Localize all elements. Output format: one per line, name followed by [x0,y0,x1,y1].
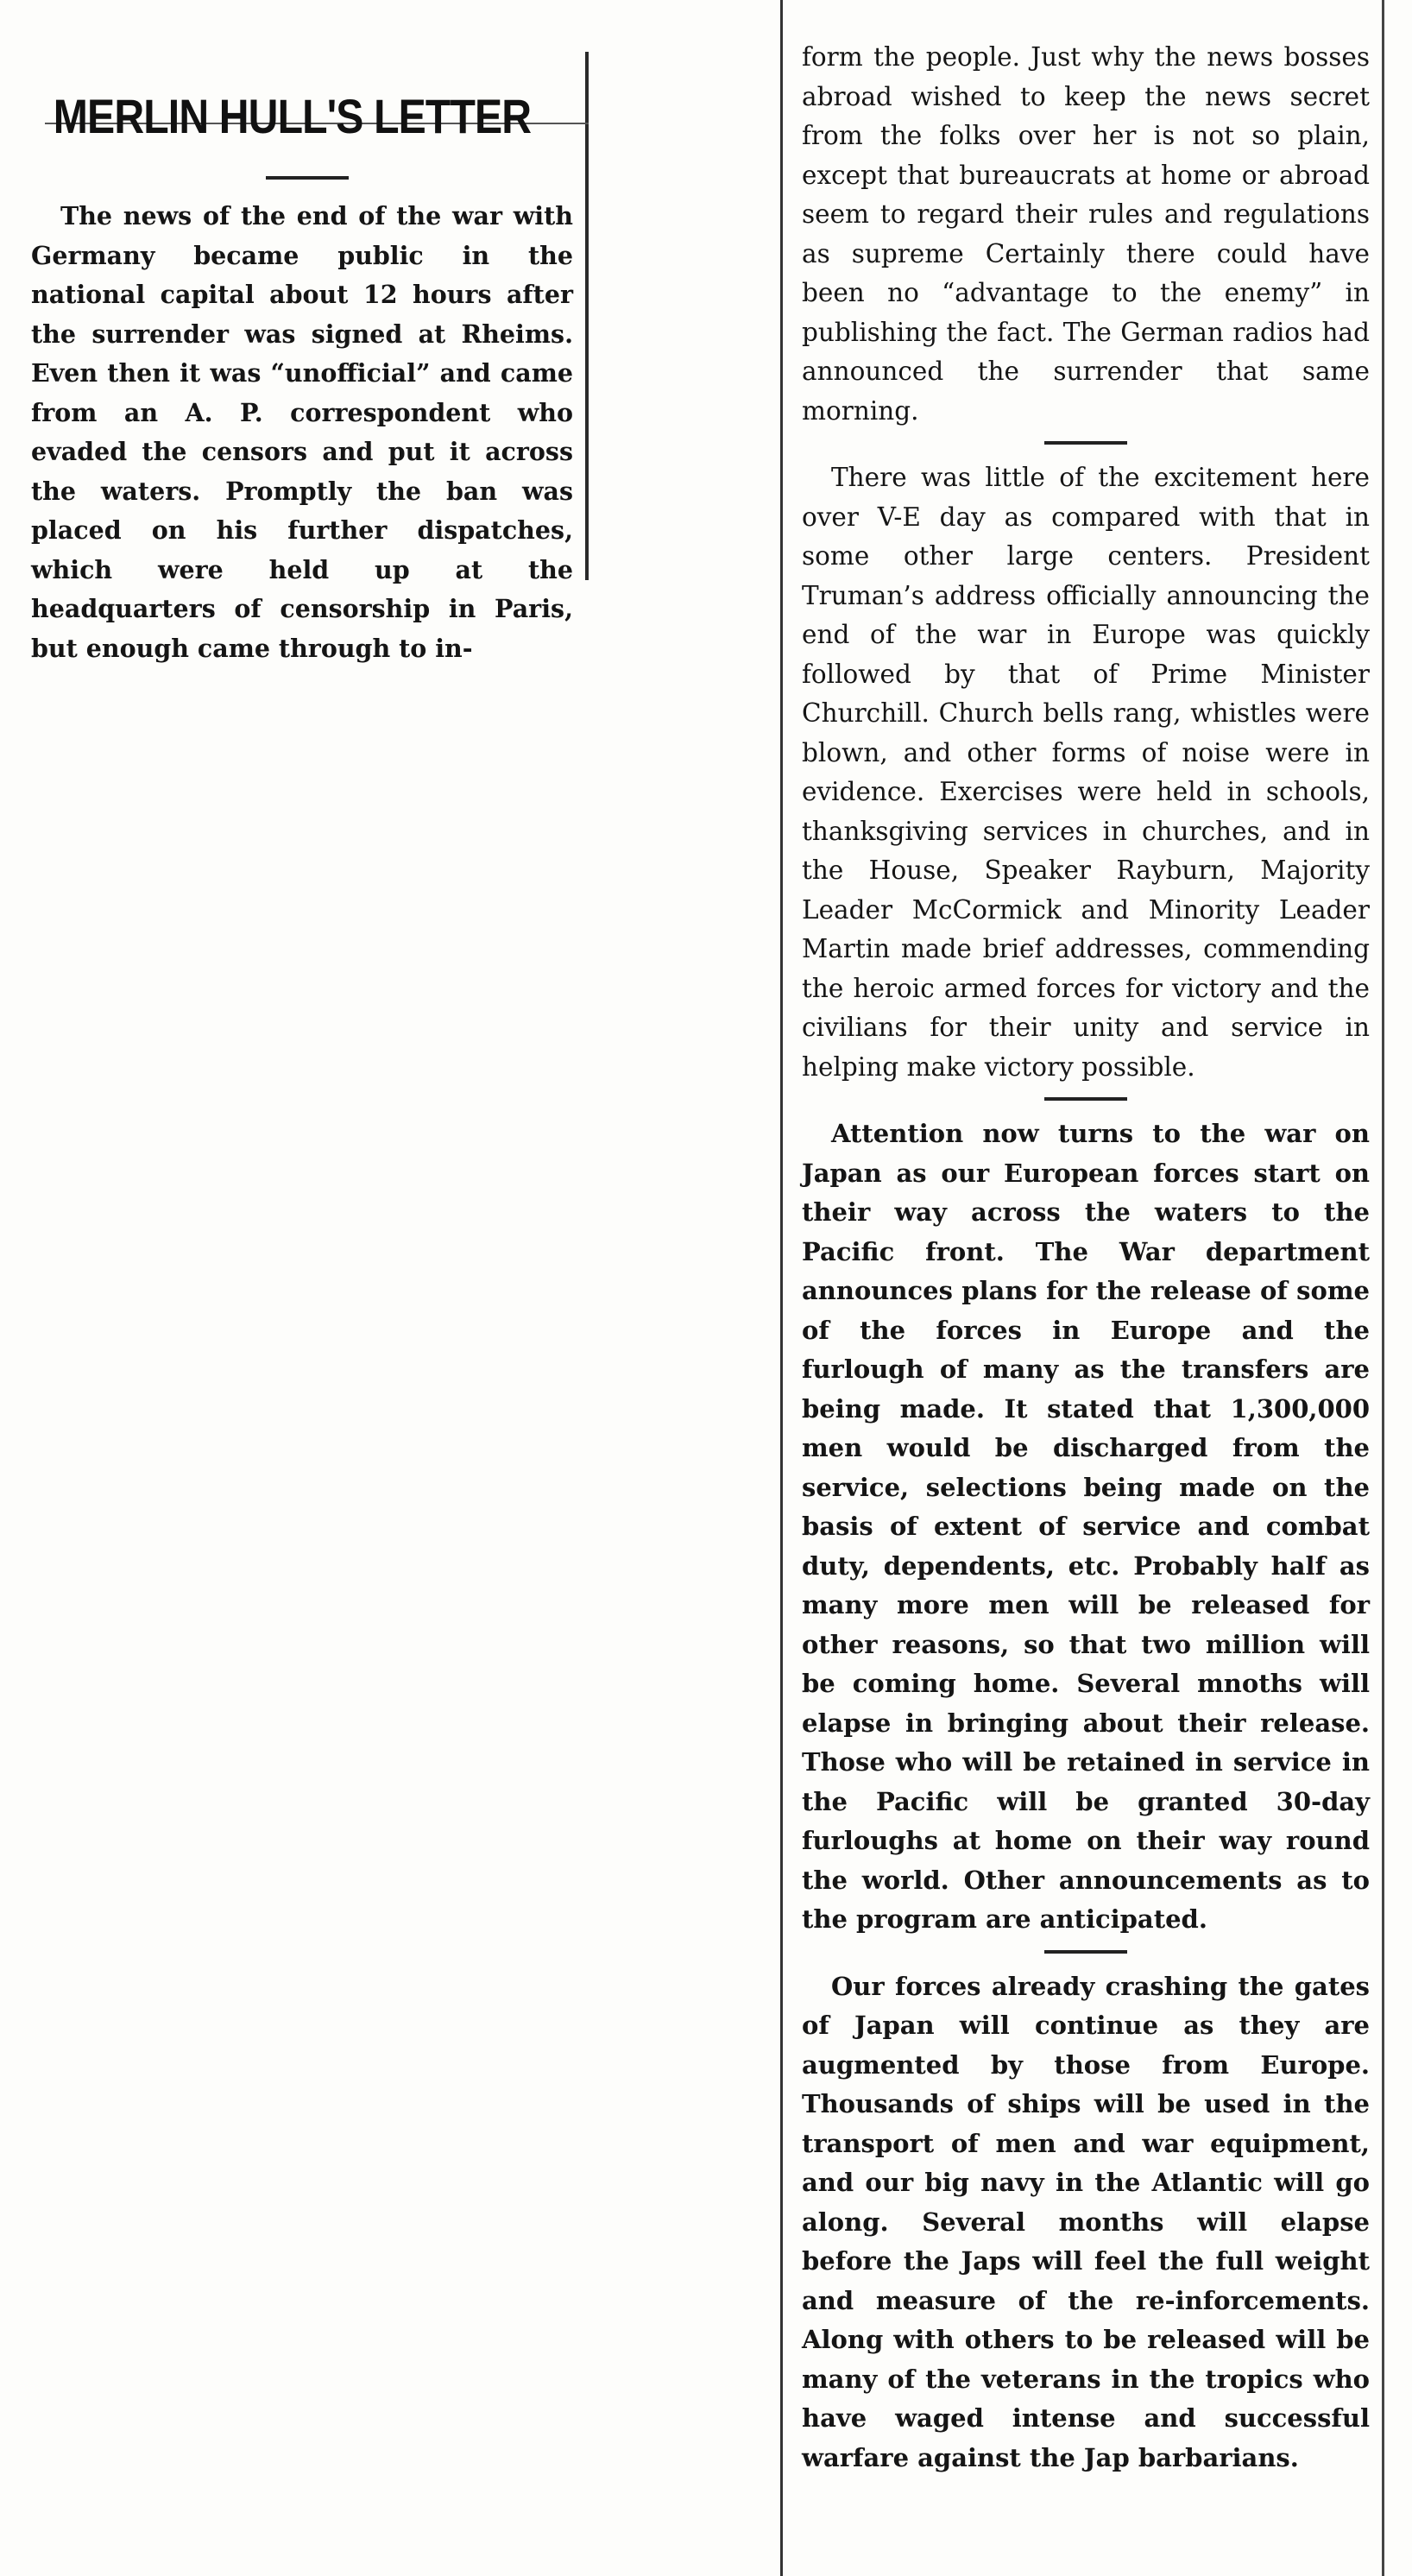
separator-rule-1 [1044,441,1127,445]
paragraph-4: Our forces already crashing the gates of Japan will continue as they are augmented by those from Europe. Thousands of ships will be used in the transport of men and war equipment, and our big navy in the Atlantic will go along. Several months will elapse before the Japs will feel the full weight and measure of the re-inforcements. Along with others to be released will be many of the veterans in the tropics who have waged intense and successful warfare against the Jap barbarians. [802,1971,1370,2472]
paragraph-2: There was little of the excitement here over V-E day as compared with that in some other large centers. President Truman’s address officially announcing the end of the war in Europe was quickly followed by that of Prime Minister Churchill. Church bells rang, whistles were blown, and other forms of noise were in evidence. Exercises were held in schools, thanksgiving services in churches, and in the House, Speaker Rayburn, Majority Leader McCormick and Minority Leader Martin made brief addresses, commending the heroic armed forces for victory and the civilians for their unity and service in helping make victory possible. [802,463,1370,1082]
paragraph-3: Attention now turns to the war on Japan as our European forces start on their way across the waters to the Pacific front. The War department announces plans for the release of some of the forces in Europe and the furlough of many as the transfers are being made. It stated that 1,300,000 men would be discharged from the service, selections being made on the basis of extent of service and combat duty, dependents, etc. Probably half as many more men will be released for other reasons, so that two million will be coming home. Several mnoths will elapse in bringing about their release. Those who will be retained in service in the Pacific will be granted 30-day furloughs at home on their way round the world. Other announcements as to the program are anticipated. [802,1119,1370,1934]
separator-rule-3 [1044,1950,1127,1954]
headline: MERLIN HULL'S LETTER [53,89,532,143]
headline-separator-rule [266,176,349,180]
left-column [31,52,589,663]
paragraph-1-continued: form the people. Just why the news bosses abroad wished to keep the news secret from the folks over her is not so plain, except that bureaucrats at home or abroad seem to regard their rules and regulations as supreme Certainly there could have been no “advantage to the enemy” in publishing the fact. The German radios had announced the surrender that same morning. [802,42,1370,426]
right-column [780,0,1384,2576]
paragraph-1: The news of the end of the war with Germany became public in the national capital about 12 hours after the surrender was signed at Rheims. Even then it was “unofficial” and came from an A. P. correspondent who evaded the censors and put it across the waters. Promptly the ban was placed on his further dispatches, which were held up at the headquarters of censorship in Paris, but enough came through to in- [31,201,573,663]
separator-rule-2 [1044,1097,1127,1101]
